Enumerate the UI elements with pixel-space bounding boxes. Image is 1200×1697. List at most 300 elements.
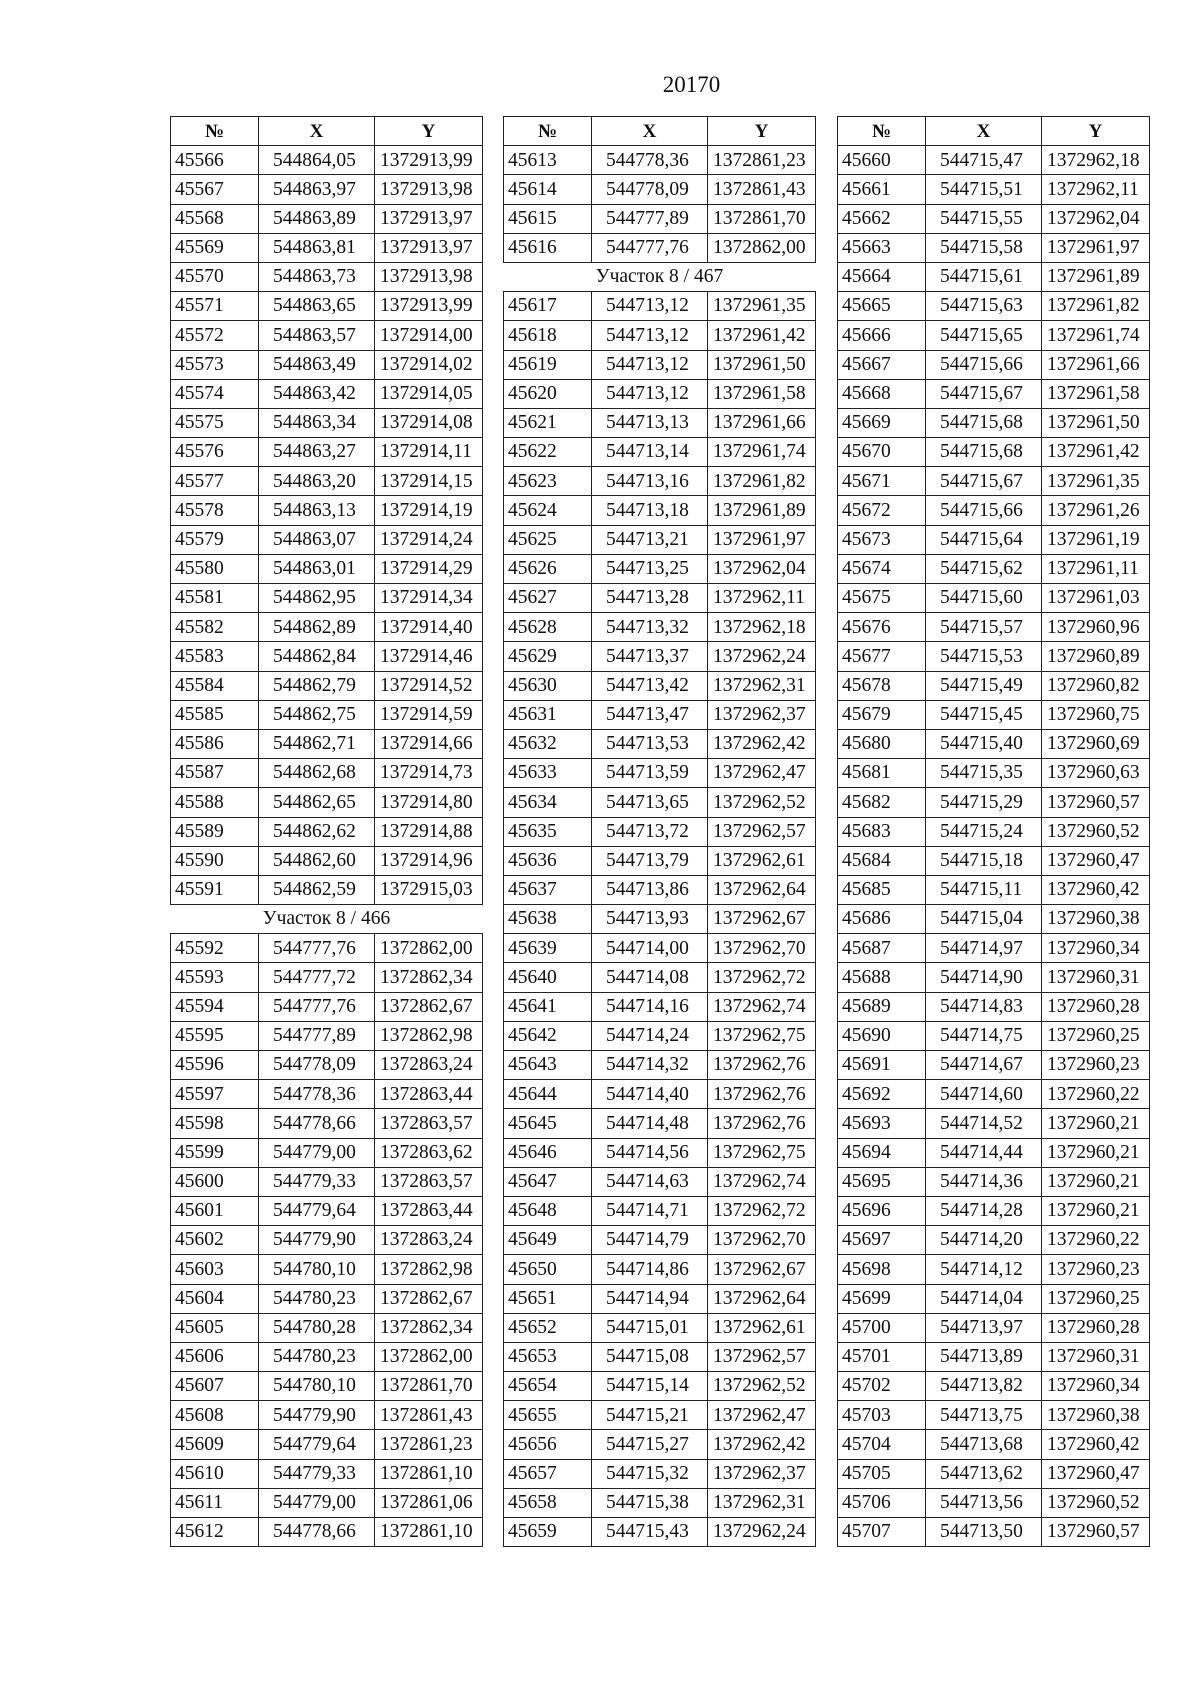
table-row (504, 321, 816, 350)
table-row (171, 1051, 483, 1080)
point-number-cell: 45696 (838, 1196, 926, 1225)
point-number-cell: 45604 (171, 1284, 259, 1313)
y-coordinate-cell: 1372961,11 (1042, 554, 1150, 583)
page-number: 20170 (662, 72, 721, 97)
table-row (838, 671, 1150, 700)
point-number-cell: 45655 (504, 1401, 592, 1430)
x-coordinate-cell: 544713,75 (926, 1401, 1042, 1430)
x-coordinate-cell: 544713,62 (926, 1459, 1042, 1488)
x-coordinate-cell: 544714,90 (926, 963, 1042, 992)
table-row (171, 1459, 483, 1488)
table-row (171, 1401, 483, 1430)
point-number-cell: 45624 (504, 496, 592, 525)
point-number-cell: 45569 (171, 233, 259, 262)
table-row (838, 1518, 1150, 1547)
coordinates-table-1 (170, 116, 483, 1547)
table-row (504, 350, 816, 379)
x-coordinate-cell: 544715,68 (926, 408, 1042, 437)
table-row (838, 788, 1150, 817)
y-coordinate-cell: 1372862,00 (708, 233, 816, 262)
point-number-cell: 45694 (838, 1138, 926, 1167)
table-row (838, 846, 1150, 875)
point-number-cell: 45568 (171, 204, 259, 233)
x-coordinate-cell: 544715,66 (926, 496, 1042, 525)
table-row (504, 788, 816, 817)
table-row (838, 584, 1150, 613)
x-coordinate-cell: 544715,57 (926, 613, 1042, 642)
table-row (171, 875, 483, 904)
table-row (504, 1138, 816, 1167)
point-number-cell: 45634 (504, 788, 592, 817)
table-row (838, 1430, 1150, 1459)
point-number-cell: 45577 (171, 467, 259, 496)
x-coordinate-cell: 544713,16 (592, 467, 708, 496)
table-row (171, 1109, 483, 1138)
x-coordinate-cell: 544714,48 (592, 1109, 708, 1138)
table-row (171, 1430, 483, 1459)
y-coordinate-cell: 1372962,04 (708, 554, 816, 583)
y-coordinate-cell: 1372962,67 (708, 905, 816, 934)
point-number-cell: 45591 (171, 875, 259, 904)
y-coordinate-cell: 1372961,50 (708, 350, 816, 379)
y-coordinate-cell: 1372960,21 (1042, 1167, 1150, 1196)
y-coordinate-cell: 1372863,24 (375, 1051, 483, 1080)
y-coordinate-cell: 1372914,88 (375, 817, 483, 846)
point-number-cell: 45690 (838, 1021, 926, 1050)
y-coordinate-cell: 1372962,70 (708, 1226, 816, 1255)
table-row (171, 408, 483, 437)
point-number-cell: 45585 (171, 700, 259, 729)
y-coordinate-cell: 1372863,57 (375, 1167, 483, 1196)
table-row (838, 1401, 1150, 1430)
table-row (504, 729, 816, 758)
table-row (504, 1342, 816, 1371)
y-coordinate-cell: 1372961,82 (708, 467, 816, 496)
table-row (171, 1488, 483, 1517)
x-coordinate-cell: 544713,50 (926, 1518, 1042, 1547)
table-row (838, 554, 1150, 583)
table-row (838, 1284, 1150, 1313)
y-coordinate-cell: 1372914,52 (375, 671, 483, 700)
x-coordinate-cell: 544715,47 (926, 146, 1042, 175)
x-coordinate-cell: 544713,42 (592, 671, 708, 700)
point-number-cell: 45584 (171, 671, 259, 700)
x-coordinate-cell: 544713,89 (926, 1342, 1042, 1371)
y-coordinate-cell: 1372962,75 (708, 1021, 816, 1050)
table-row (504, 846, 816, 875)
y-coordinate-cell: 1372962,31 (708, 671, 816, 700)
point-number-cell: 45683 (838, 817, 926, 846)
table-row (838, 1459, 1150, 1488)
point-number-cell: 45693 (838, 1109, 926, 1138)
x-coordinate-cell: 544715,67 (926, 467, 1042, 496)
point-number-cell: 45682 (838, 788, 926, 817)
y-coordinate-cell: 1372914,96 (375, 846, 483, 875)
x-coordinate-cell: 544780,10 (259, 1372, 375, 1401)
y-coordinate-cell: 1372861,10 (375, 1459, 483, 1488)
y-coordinate-cell: 1372960,75 (1042, 700, 1150, 729)
y-coordinate-cell: 1372962,57 (708, 1342, 816, 1371)
y-coordinate-cell: 1372960,23 (1042, 1255, 1150, 1284)
table-row (171, 1080, 483, 1109)
y-coordinate-cell: 1372914,00 (375, 321, 483, 350)
x-coordinate-cell: 544715,01 (592, 1313, 708, 1342)
point-number-cell: 45614 (504, 175, 592, 204)
x-coordinate-cell: 544863,89 (259, 204, 375, 233)
table-row (171, 379, 483, 408)
table-row (504, 992, 816, 1021)
point-number-cell: 45671 (838, 467, 926, 496)
y-coordinate-cell: 1372862,67 (375, 1284, 483, 1313)
point-number-cell: 45660 (838, 146, 926, 175)
y-coordinate-cell: 1372960,57 (1042, 788, 1150, 817)
point-number-cell: 45575 (171, 408, 259, 437)
x-coordinate-cell: 544863,49 (259, 350, 375, 379)
point-number-cell: 45629 (504, 642, 592, 671)
y-coordinate-cell: 1372913,97 (375, 204, 483, 233)
point-number-cell: 45686 (838, 905, 926, 934)
table-row (504, 817, 816, 846)
x-coordinate-cell: 544777,76 (259, 934, 375, 963)
x-coordinate-cell: 544715,67 (926, 379, 1042, 408)
x-coordinate-cell: 544715,60 (926, 584, 1042, 613)
x-coordinate-cell: 544713,86 (592, 875, 708, 904)
point-number-cell: 45621 (504, 408, 592, 437)
y-coordinate-cell: 1372863,57 (375, 1109, 483, 1138)
point-number-cell: 45668 (838, 379, 926, 408)
table-row (171, 700, 483, 729)
table-row (171, 846, 483, 875)
point-number-cell: 45583 (171, 642, 259, 671)
table-row (171, 1284, 483, 1313)
point-number-cell: 45684 (838, 846, 926, 875)
x-coordinate-cell: 544715,38 (592, 1488, 708, 1517)
y-coordinate-cell: 1372914,80 (375, 788, 483, 817)
table-row (504, 146, 816, 175)
x-coordinate-cell: 544862,84 (259, 642, 375, 671)
point-number-cell: 45620 (504, 379, 592, 408)
x-coordinate-cell: 544713,18 (592, 496, 708, 525)
point-number-cell: 45662 (838, 204, 926, 233)
table-row (171, 1518, 483, 1547)
x-coordinate-cell: 544713,21 (592, 525, 708, 554)
point-number-cell: 45612 (171, 1518, 259, 1547)
point-number-cell: 45687 (838, 934, 926, 963)
x-coordinate-cell: 544778,36 (592, 146, 708, 175)
x-coordinate-cell: 544713,12 (592, 321, 708, 350)
y-coordinate-cell: 1372962,18 (708, 613, 816, 642)
y-coordinate-cell: 1372962,42 (708, 729, 816, 758)
x-coordinate-cell: 544714,36 (926, 1167, 1042, 1196)
point-number-cell: 45648 (504, 1196, 592, 1225)
x-coordinate-cell: 544863,97 (259, 175, 375, 204)
table-row (504, 759, 816, 788)
table-row (838, 292, 1150, 321)
x-coordinate-cell: 544715,63 (926, 292, 1042, 321)
y-coordinate-cell: 1372960,42 (1042, 1430, 1150, 1459)
y-coordinate-cell: 1372915,03 (375, 875, 483, 904)
table-row (838, 350, 1150, 379)
x-coordinate-cell: 544713,72 (592, 817, 708, 846)
y-coordinate-cell: 1372961,50 (1042, 408, 1150, 437)
y-coordinate-cell: 1372861,70 (708, 204, 816, 233)
x-coordinate-cell: 544714,56 (592, 1138, 708, 1167)
x-coordinate-cell: 544862,68 (259, 759, 375, 788)
table-row (838, 525, 1150, 554)
y-coordinate-cell: 1372914,66 (375, 729, 483, 758)
point-number-cell: 45659 (504, 1518, 592, 1547)
point-number-cell: 45618 (504, 321, 592, 350)
point-number-cell: 45703 (838, 1401, 926, 1430)
column-header-y: Y (708, 117, 816, 146)
point-number-cell: 45670 (838, 438, 926, 467)
table-row (838, 1196, 1150, 1225)
x-coordinate-cell: 544863,65 (259, 292, 375, 321)
y-coordinate-cell: 1372960,21 (1042, 1109, 1150, 1138)
y-coordinate-cell: 1372962,11 (708, 584, 816, 613)
point-number-cell: 45679 (838, 700, 926, 729)
point-number-cell: 45688 (838, 963, 926, 992)
point-number-cell: 45587 (171, 759, 259, 788)
y-coordinate-cell: 1372914,40 (375, 613, 483, 642)
table-row (171, 817, 483, 846)
y-coordinate-cell: 1372960,69 (1042, 729, 1150, 758)
x-coordinate-cell: 544862,71 (259, 729, 375, 758)
point-number-cell: 45595 (171, 1021, 259, 1050)
point-number-cell: 45657 (504, 1459, 592, 1488)
y-coordinate-cell: 1372861,43 (708, 175, 816, 204)
point-number-cell: 45598 (171, 1109, 259, 1138)
x-coordinate-cell: 544715,04 (926, 905, 1042, 934)
table-row (171, 350, 483, 379)
x-coordinate-cell: 544714,04 (926, 1284, 1042, 1313)
table-row (838, 204, 1150, 233)
point-number-cell: 45639 (504, 934, 592, 963)
point-number-cell: 45704 (838, 1430, 926, 1459)
y-coordinate-cell: 1372960,42 (1042, 875, 1150, 904)
x-coordinate-cell: 544715,61 (926, 262, 1042, 291)
table-row (504, 496, 816, 525)
point-number-cell: 45579 (171, 525, 259, 554)
y-coordinate-cell: 1372960,57 (1042, 1518, 1150, 1547)
y-coordinate-cell: 1372961,42 (708, 321, 816, 350)
x-coordinate-cell: 544714,32 (592, 1051, 708, 1080)
y-coordinate-cell: 1372962,42 (708, 1430, 816, 1459)
x-coordinate-cell: 544779,90 (259, 1401, 375, 1430)
table-row (504, 1372, 816, 1401)
table-row (504, 1401, 816, 1430)
table-row (838, 408, 1150, 437)
x-coordinate-cell: 544714,94 (592, 1284, 708, 1313)
table-row (838, 1226, 1150, 1255)
point-number-cell: 45570 (171, 262, 259, 291)
point-number-cell: 45631 (504, 700, 592, 729)
point-number-cell: 45597 (171, 1080, 259, 1109)
y-coordinate-cell: 1372960,52 (1042, 817, 1150, 846)
table-row (171, 759, 483, 788)
point-number-cell: 45582 (171, 613, 259, 642)
table-row (504, 1284, 816, 1313)
y-coordinate-cell: 1372962,76 (708, 1051, 816, 1080)
point-number-cell: 45692 (838, 1080, 926, 1109)
x-coordinate-cell: 544862,79 (259, 671, 375, 700)
point-number-cell: 45669 (838, 408, 926, 437)
table-row (504, 554, 816, 583)
x-coordinate-cell: 544779,64 (259, 1430, 375, 1459)
table-row (838, 1255, 1150, 1284)
point-number-cell: 45677 (838, 642, 926, 671)
y-coordinate-cell: 1372961,58 (708, 379, 816, 408)
point-number-cell: 45685 (838, 875, 926, 904)
x-coordinate-cell: 544862,89 (259, 613, 375, 642)
point-number-cell: 45663 (838, 233, 926, 262)
x-coordinate-cell: 544714,83 (926, 992, 1042, 1021)
x-coordinate-cell: 544714,71 (592, 1196, 708, 1225)
point-number-cell: 45680 (838, 729, 926, 758)
y-coordinate-cell: 1372962,24 (708, 642, 816, 671)
table-row (504, 379, 816, 408)
table-row (838, 1313, 1150, 1342)
point-number-cell: 45573 (171, 350, 259, 379)
point-number-cell: 45610 (171, 1459, 259, 1488)
y-coordinate-cell: 1372961,97 (1042, 233, 1150, 262)
y-coordinate-cell: 1372962,04 (1042, 204, 1150, 233)
x-coordinate-cell: 544779,00 (259, 1138, 375, 1167)
x-coordinate-cell: 544863,81 (259, 233, 375, 262)
x-coordinate-cell: 544715,65 (926, 321, 1042, 350)
x-coordinate-cell: 544715,64 (926, 525, 1042, 554)
section-heading: Участок 8 / 466 (171, 905, 483, 934)
point-number-cell: 45606 (171, 1342, 259, 1371)
table-row (171, 788, 483, 817)
x-coordinate-cell: 544863,57 (259, 321, 375, 350)
table-row (171, 1226, 483, 1255)
x-coordinate-cell: 544713,97 (926, 1313, 1042, 1342)
x-coordinate-cell: 544714,60 (926, 1080, 1042, 1109)
y-coordinate-cell: 1372914,73 (375, 759, 483, 788)
coordinates-table-3 (837, 116, 1150, 1547)
x-coordinate-cell: 544777,76 (259, 992, 375, 1021)
point-number-cell: 45574 (171, 379, 259, 408)
table-row (504, 1255, 816, 1284)
y-coordinate-cell: 1372862,34 (375, 1313, 483, 1342)
table-row (838, 467, 1150, 496)
table-row (504, 700, 816, 729)
y-coordinate-cell: 1372960,23 (1042, 1051, 1150, 1080)
x-coordinate-cell: 544777,72 (259, 963, 375, 992)
point-number-cell: 45576 (171, 438, 259, 467)
x-coordinate-cell: 544779,00 (259, 1488, 375, 1517)
point-number-cell: 45676 (838, 613, 926, 642)
point-number-cell: 45617 (504, 292, 592, 321)
table-row (504, 1021, 816, 1050)
y-coordinate-cell: 1372960,31 (1042, 963, 1150, 992)
y-coordinate-cell: 1372862,98 (375, 1255, 483, 1284)
table-row (838, 963, 1150, 992)
point-number-cell: 45654 (504, 1372, 592, 1401)
x-coordinate-cell: 544715,62 (926, 554, 1042, 583)
y-coordinate-cell: 1372962,74 (708, 992, 816, 1021)
table-row (838, 729, 1150, 758)
x-coordinate-cell: 544862,65 (259, 788, 375, 817)
x-coordinate-cell: 544863,13 (259, 496, 375, 525)
x-coordinate-cell: 544714,52 (926, 1109, 1042, 1138)
x-coordinate-cell: 544864,05 (259, 146, 375, 175)
point-number-cell: 45588 (171, 788, 259, 817)
x-coordinate-cell: 544714,08 (592, 963, 708, 992)
y-coordinate-cell: 1372960,21 (1042, 1196, 1150, 1225)
point-number-cell: 45699 (838, 1284, 926, 1313)
y-coordinate-cell: 1372914,19 (375, 496, 483, 525)
y-coordinate-cell: 1372962,37 (708, 1459, 816, 1488)
x-coordinate-cell: 544777,76 (592, 233, 708, 262)
x-coordinate-cell: 544778,09 (592, 175, 708, 204)
section-heading: Участок 8 / 467 (504, 262, 816, 291)
point-number-cell: 45661 (838, 175, 926, 204)
y-coordinate-cell: 1372962,72 (708, 1196, 816, 1225)
y-coordinate-cell: 1372862,98 (375, 1021, 483, 1050)
y-coordinate-cell: 1372962,24 (708, 1518, 816, 1547)
y-coordinate-cell: 1372914,15 (375, 467, 483, 496)
table-row (838, 321, 1150, 350)
x-coordinate-cell: 544714,86 (592, 1255, 708, 1284)
point-number-cell: 45619 (504, 350, 592, 379)
point-number-cell: 45635 (504, 817, 592, 846)
y-coordinate-cell: 1372962,76 (708, 1109, 816, 1138)
x-coordinate-cell: 544780,10 (259, 1255, 375, 1284)
y-coordinate-cell: 1372961,66 (708, 408, 816, 437)
table-row (171, 525, 483, 554)
y-coordinate-cell: 1372960,34 (1042, 1372, 1150, 1401)
table-row (171, 467, 483, 496)
table-row (504, 175, 816, 204)
table-row (838, 233, 1150, 262)
x-coordinate-cell: 544715,35 (926, 759, 1042, 788)
y-coordinate-cell: 1372962,18 (1042, 146, 1150, 175)
x-coordinate-cell: 544780,23 (259, 1342, 375, 1371)
column-header-x: X (592, 117, 708, 146)
table-row (171, 496, 483, 525)
y-coordinate-cell: 1372962,64 (708, 1284, 816, 1313)
y-coordinate-cell: 1372961,58 (1042, 379, 1150, 408)
table-row (838, 700, 1150, 729)
table-row (838, 905, 1150, 934)
x-coordinate-cell: 544778,09 (259, 1051, 375, 1080)
table-header-row (171, 117, 483, 146)
point-number-cell: 45640 (504, 963, 592, 992)
point-number-cell: 45605 (171, 1313, 259, 1342)
point-number-cell: 45658 (504, 1488, 592, 1517)
table-row (504, 408, 816, 437)
x-coordinate-cell: 544779,33 (259, 1167, 375, 1196)
x-coordinate-cell: 544863,42 (259, 379, 375, 408)
y-coordinate-cell: 1372960,28 (1042, 1313, 1150, 1342)
column-header-x: X (259, 117, 375, 146)
x-coordinate-cell: 544713,14 (592, 438, 708, 467)
point-number-cell: 45656 (504, 1430, 592, 1459)
y-coordinate-cell: 1372962,47 (708, 759, 816, 788)
point-number-cell: 45706 (838, 1488, 926, 1517)
x-coordinate-cell: 544715,49 (926, 671, 1042, 700)
table-row (504, 905, 816, 934)
x-coordinate-cell: 544713,12 (592, 379, 708, 408)
point-number-cell: 45627 (504, 584, 592, 613)
x-coordinate-cell: 544715,27 (592, 1430, 708, 1459)
table-row (838, 613, 1150, 642)
y-coordinate-cell: 1372862,67 (375, 992, 483, 1021)
x-coordinate-cell: 544780,28 (259, 1313, 375, 1342)
y-coordinate-cell: 1372962,47 (708, 1401, 816, 1430)
